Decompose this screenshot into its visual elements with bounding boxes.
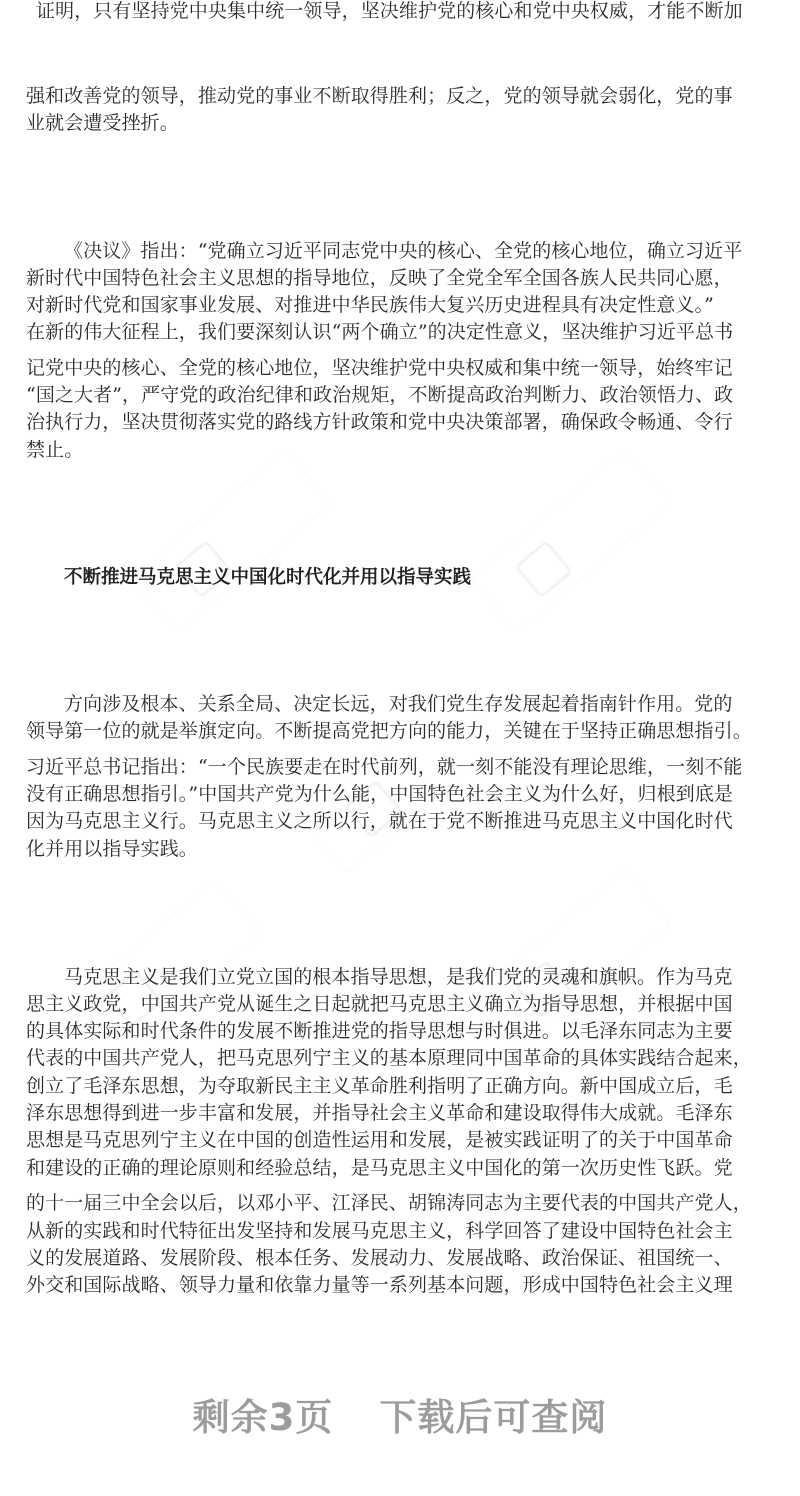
- paragraph-line: 业就会遭受挫折。: [26, 112, 179, 134]
- paragraph-line: 因为马克思主义行。马克思主义之所以行，就在于党不断推进马克思主义中国化时代: [26, 810, 733, 832]
- download-prompt[interactable]: [0, 1393, 800, 1443]
- paragraph-line: 创立了毛泽东思想，为夺取新民主主义革命胜利指明了正确方向。新中国成立后，毛: [26, 1075, 733, 1097]
- section-heading: 不断推进马克思主义中国化时代化并用以指导实践: [64, 567, 472, 588]
- paragraph-line: 新时代中国特色社会主义思想的指导地位，反映了全党全军全国各族人民共同心愿，: [26, 267, 733, 289]
- paragraph-line: “国之大者”，严守党的政治纪律和政治规矩，不断提高政治判断力、政治领悟力、政: [26, 384, 734, 406]
- paragraph-line: 习近平总书记指出：“一个民族要走在时代前列，就一刻不能没有理论思维，一刻不能: [26, 756, 743, 778]
- paragraph-line: 没有正确思想指引。”中国共产党为什么能，中国特色社会主义为什么好，归根到底是: [26, 783, 734, 805]
- paragraph-line: 强和改善党的领导，推动党的事业不断取得胜利；反之，党的领导就会弱化，党的事: [26, 85, 733, 107]
- paragraph-line: 禁止。: [26, 439, 84, 461]
- paragraph-line: 思想是马克思列宁主义在中国的创造性运用和发展，是被实践证明了的关于中国革命: [26, 1129, 733, 1151]
- paragraph-line: 领导第一位的就是举旗定向。不断提高党把方向的能力，关键在于坚持正确思想指引。: [26, 720, 752, 742]
- paragraph-line: 泽东思想得到进一步丰富和发展，并指导社会主义革命和建设取得伟大成就。毛泽东: [26, 1102, 733, 1124]
- paragraph-line: 思主义政党，中国共产党从诞生之日起就把马克思主义确立为指导思想，并根据中国: [26, 993, 733, 1015]
- paragraph-line: 治执行力，坚决贯彻落实党的路线方针政策和党中央决策部署，确保政令畅通、令行: [26, 411, 733, 433]
- paragraph-line: 从新的实践和时代特征出发坚持和发展马克思主义，科学回答了建设中国特色社会主: [26, 1220, 733, 1242]
- paragraph-line: 在新的伟大征程上，我们要深刻认识“两个确立”的决定性意义，坚决维护习近平总书: [26, 321, 734, 343]
- paragraph-line: 的具体实际和时代条件的发展不断推进党的指导思想与时俱进。以毛泽东同志为主要: [26, 1020, 733, 1042]
- paragraph-line: 外交和国际战略、领导力量和依靠力量等一系列基本问题，形成中国特色社会主义理: [26, 1274, 733, 1296]
- paragraph-line: 《决议》指出：“党确立习近平同志党中央的核心、全党的核心地位，确立习近平: [64, 240, 743, 262]
- download-to-view-label: 下载后可查阅: [379, 1396, 608, 1439]
- remaining-pages-label: 剩余3页: [192, 1396, 334, 1439]
- paragraph-line: 马克思主义是我们立党立国的根本指导思想，是我们党的灵魂和旗帜。作为马克: [64, 966, 733, 988]
- paragraph-line: 证明，只有坚持党中央集中统一领导，坚决维护党的核心和党中央权威，才能不断加: [36, 0, 743, 22]
- watermark-logo: [470, 449, 671, 634]
- paragraph-line: 和建设的正确的理论原则和经验总结，是马克思主义中国化的第一次历史性飞跃。党: [26, 1157, 733, 1179]
- paragraph-line: 方向涉及根本、关系全局、决定长远，对我们党生存发展起着指南针作用。党的: [64, 693, 733, 715]
- paragraph-line: 记党中央的核心、全党的核心地位，坚决维护党中央权威和集中统一领导，始终牢记: [26, 357, 733, 379]
- paragraph-line: 代表的中国共产党人，把马克思列宁主义的基本原理同中国革命的具体实践结合起来，: [26, 1047, 752, 1069]
- watermark-logo: [130, 449, 331, 634]
- paragraph-line: 对新时代党和国家事业发展、对推进中华民族伟大复兴历史进程具有决定性意义。”: [26, 294, 714, 316]
- paragraph-line: 的十一届三中全会以后，以邓小平、江泽民、胡锦涛同志为主要代表的中国共产党人，: [26, 1192, 752, 1214]
- paragraph-line: 义的发展道路、发展阶段、根本任务、发展动力、发展战略、政治保证、祖国统一、: [26, 1247, 733, 1269]
- paragraph-line: 化并用以指导实践。: [26, 838, 198, 860]
